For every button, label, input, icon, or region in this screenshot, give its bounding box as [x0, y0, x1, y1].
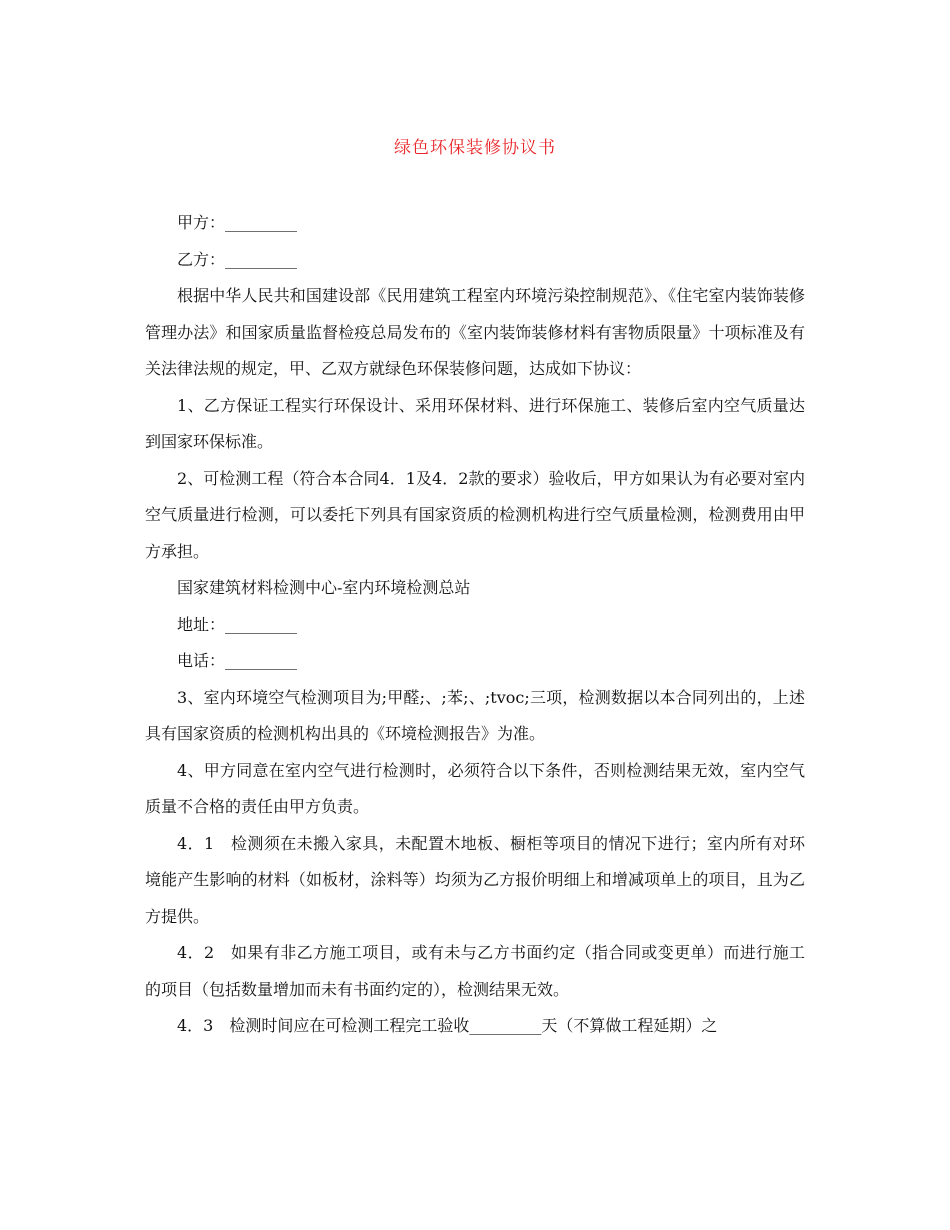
- clause-4: 4、甲方同意在室内空气进行检测时，必须符合以下条件，否则检测结果无效，室内空气质量不合格的责任由甲方负责。: [145, 760, 805, 816]
- agency-phone-line: 电话：_________: [177, 651, 298, 670]
- document-page: [145, 0, 805, 1230]
- clause-3: 3、室内环境空气检测项目为;甲醛;、;苯;、;tvoc;三项，检测数据以本合同列出的，上述具有国家资质的检测机构出具的《环境检测报告》为准。: [145, 687, 805, 743]
- clause-4-2: 4．2 如果有非乙方施工项目，或有未与乙方书面约定（指合同或变更单）而进行施工的项目（包括数量增加而未有书面约定的），检测结果无效。: [145, 943, 805, 999]
- clause-4-3: 4．3 检测时间应在可检测工程完工验收_________天（不算做工程延期）之: [177, 1016, 718, 1035]
- party-b-line: 乙方：_________: [177, 249, 298, 269]
- testing-agency-name: 国家建筑材料检测中心-室内环境检测总站: [177, 578, 471, 597]
- clause-2: 2、可检测工程（符合本合同4．1及4．2款的要求）验收后，甲方如果认为有必要对室内空气质量进行检测，可以委托下列具有国家资质的检测机构进行空气质量检测，检测费用由甲方承担。: [145, 468, 805, 561]
- document-body: [145, 205, 805, 1045]
- clause-4-1: 4．1 检测须在未搬入家具，未配置木地板、橱柜等项目的情况下进行；室内所有对环境能产生影响的材料（如板材，涂料等）均须为乙方报价明细上和增减项单上的项目，且为乙方提供。: [145, 833, 805, 926]
- document-title: 绿色环保装修协议书: [394, 138, 556, 158]
- clause-1: 1、乙方保证工程实行环保设计、采用环保材料、进行环保施工、装修后室内空气质量达到国家环保标准。: [145, 395, 805, 451]
- preamble-paragraph: 根据中华人民共和国建设部《民用建筑工程室内环境污染控制规范》、《住宅室内装饰装修管理办法》和国家质量监督检疫总局发布的《室内装饰装修材料有害物质限量》十项标准及有关法律法规的规定，甲、乙双方就绿色环保装修问题，达成如下协议：: [145, 286, 805, 378]
- party-a-line: 甲方：_________: [177, 213, 298, 232]
- agency-address-line: 地址：_________: [177, 614, 298, 634]
